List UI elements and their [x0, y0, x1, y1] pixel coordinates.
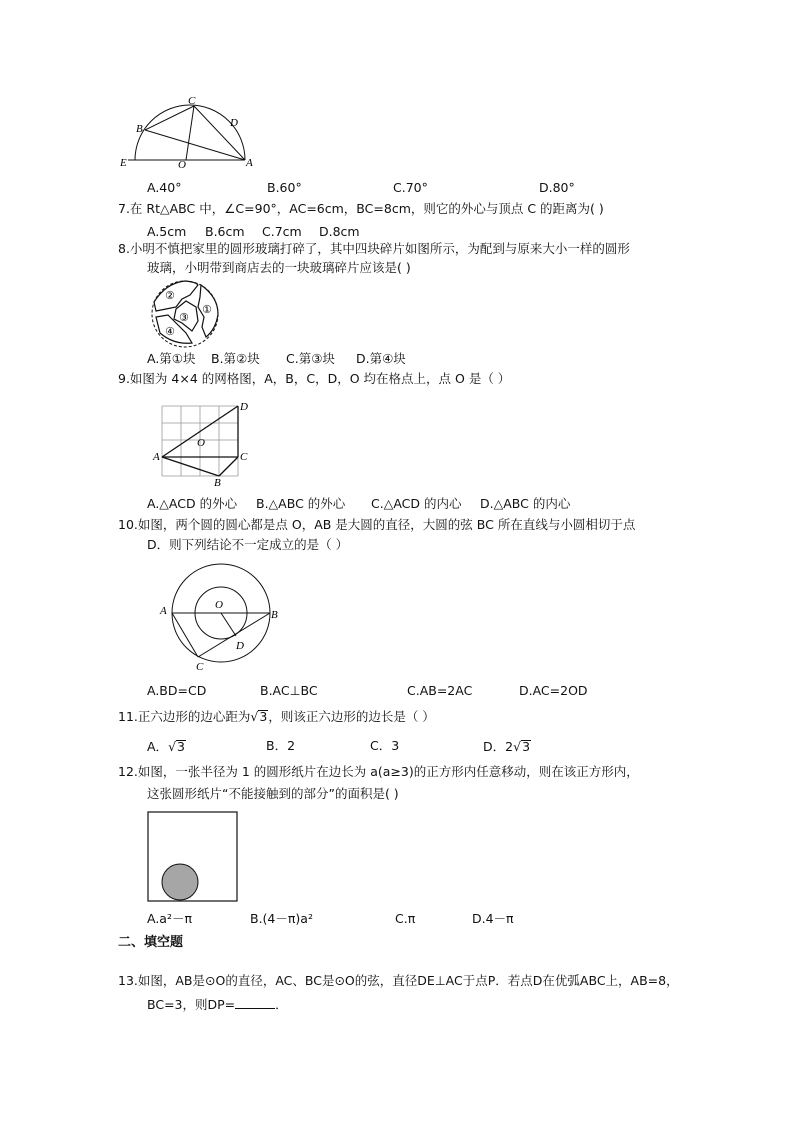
q6-option-d[interactable]: D.80°	[539, 180, 575, 195]
q10-option-d[interactable]: D.AC=2OD	[519, 683, 588, 698]
q6-semicircle-figure	[118, 96, 258, 168]
q11-option-a-sqrt: √	[168, 739, 177, 754]
q12-option-c[interactable]: C.π	[395, 911, 416, 926]
q9-label-d: D	[240, 401, 248, 413]
q11-stem-post: ，则该正六边形的边长是（ ）	[268, 709, 435, 724]
q11-option-b[interactable]: B．2	[266, 738, 296, 753]
q7-option-d[interactable]: D.8cm	[319, 224, 360, 239]
q10-label-a: A	[160, 605, 167, 617]
q11-stem-radicand: 3	[259, 709, 268, 724]
q11-option-d[interactable]: D．2√3	[483, 739, 531, 754]
q9-option-b[interactable]: B.△ABC 的外心	[256, 496, 346, 511]
q6-label-o: O	[178, 159, 186, 168]
q10-stem-line1: 10.如图，两个圆的圆心都是点 O，AB 是大圆的直径，大圆的弦 BC 所在直线与小圆相切于点	[118, 517, 636, 532]
q10-option-c[interactable]: C.AB=2AC	[407, 683, 473, 698]
q10-label-o: O	[215, 599, 223, 611]
q8-broken-glass-figure	[146, 277, 224, 349]
q6-label-d: D	[230, 117, 238, 129]
q13-answer-blank[interactable]	[235, 998, 275, 1009]
q9-option-a[interactable]: A.△ACD 的外心	[147, 496, 238, 511]
q12-option-a[interactable]: A.a²－π	[147, 911, 193, 926]
q8-piece-1-label: ①	[202, 303, 212, 316]
q8-stem-line1: 8.小明不慎把家里的圆形玻璃打碎了，其中四块碎片如图所示，为配到与原来大小一样的圆形	[118, 241, 630, 256]
q7-option-c[interactable]: C.7cm	[262, 224, 302, 239]
q9-grid-figure	[150, 398, 250, 488]
q12-stem-line1: 12.如图，一张半径为 1 的圆形纸片在边长为 a(a≥3)的正方形内任意移动，则在该正方形内，	[118, 764, 639, 779]
q8-piece-4-label: ④	[165, 325, 175, 338]
q11-option-c[interactable]: C．3	[370, 738, 400, 753]
q7-stem: 7.在 Rt△ABC 中，∠C=90°，AC=6cm，BC=8cm，则它的外心与顶点 C 的距离为( )	[118, 201, 604, 216]
q9-label-c: C	[240, 451, 248, 463]
q6-label-c: C	[188, 96, 196, 107]
q10-label-d: D	[236, 640, 244, 652]
q8-option-b[interactable]: B.第②块	[211, 351, 260, 366]
q7-option-b[interactable]: B.6cm	[205, 224, 245, 239]
q6-option-b[interactable]: B.60°	[267, 180, 302, 195]
q10-stem-line2: D．则下列结论不一定成立的是（ ）	[147, 537, 349, 552]
q8-piece-2-label: ②	[165, 289, 175, 302]
q10-option-b[interactable]: B.AC⊥BC	[260, 683, 318, 698]
q6-option-c[interactable]: C.70°	[393, 180, 428, 195]
q9-label-o: O	[197, 437, 205, 449]
q9-label-b: B	[214, 477, 221, 488]
q10-label-b: B	[271, 609, 278, 621]
q7-option-a[interactable]: A.5cm	[147, 224, 187, 239]
q8-option-a[interactable]: A.第①块	[147, 351, 196, 366]
q6-option-a[interactable]: A.40°	[147, 180, 182, 195]
q13-stem-line2: BC=3，则DP= ．	[147, 997, 288, 1012]
q8-piece-3-label: ③	[179, 311, 189, 324]
q12-stem-line2: 这张圆形纸片“不能接触到的部分”的面积是( )	[147, 786, 399, 801]
q9-option-c[interactable]: C.△ACD 的内心	[371, 496, 462, 511]
q6-label-b: B	[136, 123, 143, 135]
q9-stem: 9.如图为 4×4 的网格图，A，B，C，D，O 均在格点上，点 O 是（ ）	[118, 371, 511, 386]
q10-concentric-circles-figure	[158, 562, 288, 674]
q6-label-a: A	[246, 157, 253, 168]
q8-option-c[interactable]: C.第③块	[286, 351, 335, 366]
q12-square-figure	[147, 811, 239, 903]
q13-stem-line1: 13.如图，AB是⊙O的直径，AC、BC是⊙O的弦，直径DE⊥AC于点P．若点D在优弧ABC上，AB=8，	[118, 973, 679, 988]
q11-sqrt-symbol: √	[250, 709, 259, 724]
q11-option-a[interactable]: A．√3	[147, 739, 185, 754]
q11-stem-pre: 11.正六边形的边心距为	[118, 709, 251, 724]
q11-option-d-sqrt: √	[513, 739, 522, 754]
q10-label-c: C	[196, 661, 204, 673]
q8-stem-line2: 玻璃，小明带到商店去的一块玻璃碎片应该是( )	[147, 260, 411, 275]
q12-paper-circle	[162, 864, 198, 900]
q12-option-b[interactable]: B.(4－π)a²	[250, 911, 313, 926]
q6-label-e: E	[120, 157, 127, 168]
section-fill-in-title: 二、填空题	[118, 935, 184, 950]
q8-option-d[interactable]: D.第④块	[356, 351, 406, 366]
q9-label-a: A	[153, 451, 160, 463]
q10-option-a[interactable]: A.BD=CD	[147, 683, 207, 698]
q9-option-d[interactable]: D.△ABC 的内心	[480, 496, 571, 511]
q12-option-d[interactable]: D.4－π	[472, 911, 514, 926]
q11-stem	[118, 710, 435, 724]
